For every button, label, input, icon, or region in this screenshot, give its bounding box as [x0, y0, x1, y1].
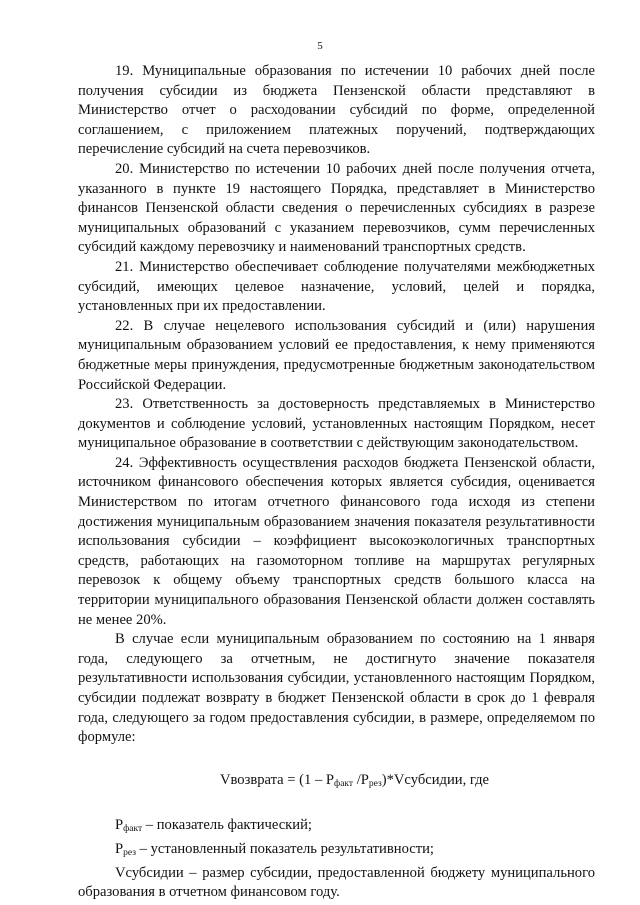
formula-sub-fact: факт [334, 778, 354, 789]
formula-sub-rez: рез [368, 778, 382, 789]
paragraph-return: В случае если муниципальным образованием по состоянию на 1 января года, следующего за отчетным, не достигнуто значение показателя результативности использования субсидии, установленного настоящим Порядком, субсидии подлежат возврату в бюджет Пензенской области в срок до 1 февраля года, следующего за годом предоставления субсидии, в размере, определяемом по формуле: [78, 631, 595, 746]
document-body [78, 62, 595, 903]
definition-text: – установленный показатель результативности; [135, 840, 434, 857]
paragraph-23: 23. Ответственность за достоверность представляемых в Министерство документов и соблюдение условий, установленных настоящим Порядком, несет муниципальное образование в соответствии с действующим законодательством. [78, 396, 595, 452]
definition-text: – показатель фактический; [142, 817, 312, 834]
definition-p-rez [78, 840, 595, 864]
formula [78, 771, 595, 795]
formula-lhs: Vвозврата = (1 – P [219, 771, 335, 788]
formula-mid: /P [353, 771, 369, 788]
paragraph-20: 20. Министерство по истечении 10 рабочих дней после получения отчета, указанного в пункте 19 настоящего Порядка, представляет в Министерство финансов Пензенской области сведения о перечисленных субсидиях в разрезе муниципальных образований с указанием перевозчиков, сумм перечисленных субсидий каждому перевозчику и наименований транспортных средств. [78, 160, 595, 256]
paragraph-21: 21. Министерство обеспечивает соблюдение получателями межбюджетных субсидий, имеющих целевое назначение, условий, целей и порядка, установленных при их предоставлении. [78, 258, 595, 315]
definition-v-subsidy [78, 864, 595, 903]
definition-symbol: Vсубсидии [115, 864, 184, 881]
paragraph-19: 19. Муниципальные образования по истечении 10 рабочих дней после получения субсидии из бюджета Пензенской области представляют в Министерство отчет о расходовании субсидий по форме, определенной соглашением, с приложением платежных поручений, подтверждающих перечисление субсидий на счета перевозчиков. [78, 63, 595, 158]
paragraph-24: 24. Эффективность осуществления расходов бюджета Пензенской области, источником финансового обеспечения которых является субсидия, оценивается Министерством по итогам отчетного финансового года исходя из степени достижения муниципальным образованием значения показателя результативности использования субсидии – коэффициент высокоэкологичных транспортных средств, работающих на газомоторном топливе на маршрутах регулярных перевозок к общему объему транспортных средств большого класса на территории муниципального образования Пензенской области должен составлять не менее 20%. [78, 454, 595, 628]
definition-text: – размер субсидии, предоставленной бюджету муниципального образования в отчетном финансовом году. [78, 864, 595, 901]
formula-rhs: )*Vсубсидии, где [381, 771, 490, 788]
definition-subscript: рез [123, 847, 136, 858]
page-number: 5 [317, 40, 323, 52]
definition-symbol: P [115, 817, 124, 834]
paragraph-22: 22. В случае нецелевого использования субсидий и (или) нарушения муниципальным образованием условий ее предоставления, к нему применяются бюджетные меры принуждения, предусмотренные бюджетным законодательством Российской Федерации. [78, 317, 595, 393]
definition-subscript: факт [123, 824, 143, 835]
definition-p-fact [78, 816, 595, 840]
definition-symbol: P [115, 840, 124, 857]
